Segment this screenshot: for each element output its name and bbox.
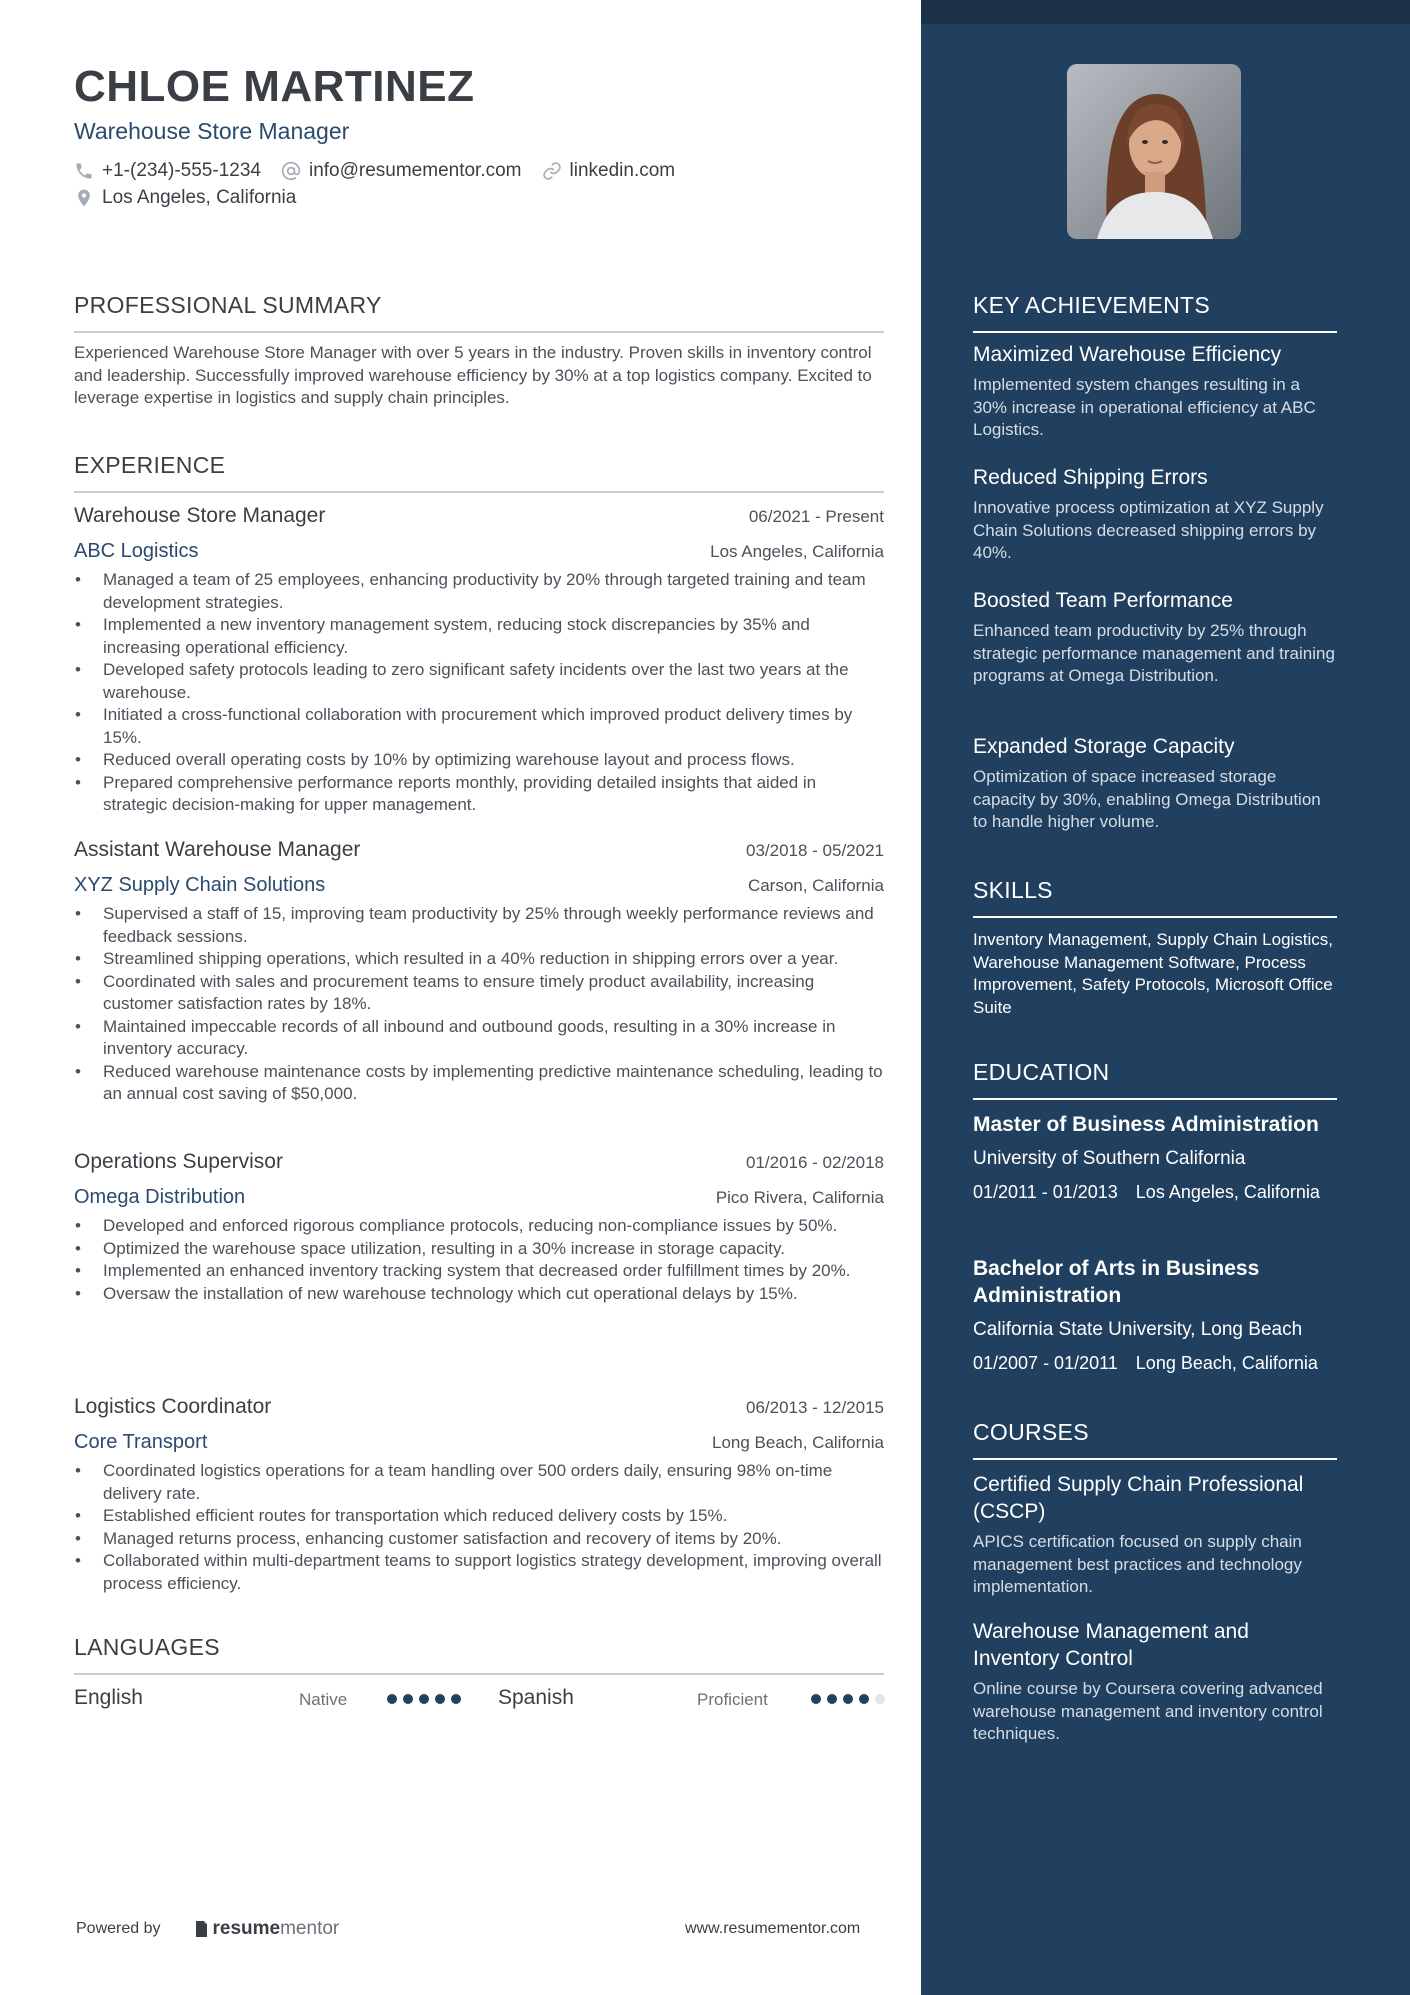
brand-logo[interactable] [193,1918,340,1940]
brand-name-bold: resume [212,1918,281,1939]
achievement-title: Reduced Shipping Errors [973,466,1208,489]
rating-dot-empty [875,1694,885,1704]
contact-location [74,187,296,209]
course-item [973,1471,1337,1599]
job-bullet: • Maintained impeccable records of all inbound and outbound goods, resulting in a 30% increase in inventory accuracy. [74,1016,884,1061]
job-bullet: • Oversaw the installation of new warehouse technology which cut operational delays by 15%. [74,1283,884,1306]
achievement-item [973,733,1337,834]
achievement-title: Boosted Team Performance [973,589,1233,612]
course-title: Warehouse Management and Inventory Control [973,1620,1249,1670]
language-rating [387,1694,467,1704]
sidebar-top-band [921,0,1410,24]
achievements-heading: KEY ACHIEVEMENTS [973,292,1337,333]
phone-icon [74,161,94,181]
rating-dot-filled [435,1694,445,1704]
brand-name-light: mentor [280,1918,340,1939]
education-dates: 01/2011 - 01/2013 [973,1182,1118,1202]
rating-dot-filled [451,1694,461,1704]
footer-powered [76,1918,339,1940]
achievement-text: Enhanced team productivity by 25% through strategic performance management and training programs at Omega Distribution. [973,621,1335,685]
job-location: Pico Rivera, California [715,1188,884,1207]
job-company: Core Transport [74,1431,208,1453]
course-title: Certified Supply Chain Professional (CSCP) [973,1473,1304,1523]
experience-heading: EXPERIENCE [74,452,884,493]
education-degree: Bachelor of Arts in Business Administration [973,1257,1260,1307]
job-bullets [74,903,884,1106]
job-entry [74,504,884,817]
job-location: Los Angeles, California [710,542,884,561]
job-entry [74,1150,884,1305]
education-school: California State University, Long Beach [973,1319,1303,1340]
job-company: XYZ Supply Chain Solutions [74,874,326,896]
linkedin-link[interactable]: linkedin.com [569,160,676,181]
contact-row [74,160,695,182]
job-bullet: • Managed a team of 25 employees, enhancing productivity by 20% through targeted training and team development strategies. [74,569,884,614]
job-role: Operations Supervisor [74,1150,283,1173]
education-school: University of Southern California [973,1148,1246,1169]
achievement-text: Implemented system changes resulting in a 30% increase in operational efficiency at ABC Logistics. [973,375,1316,439]
job-dates: 03/2018 - 05/2021 [745,841,884,860]
contact-row-location [74,187,316,209]
footer-website[interactable]: www.resumementor.com [685,1920,861,1937]
course-text: Online course by Coursera covering advanced warehouse management and inventory control techniques. [973,1679,1323,1743]
education-dates: 01/2007 - 01/2011 [973,1353,1118,1373]
job-role: Warehouse Store Manager [74,504,326,527]
course-item [973,1618,1337,1746]
job-bullet: • Developed safety protocols leading to zero significant safety incidents over the last two years at the warehouse. [74,659,884,704]
language-name: Spanish [498,1686,574,1709]
job-bullet: • Established efficient routes for transportation which reduced delivery costs by 15%. [74,1505,884,1528]
rating-dot-filled [403,1694,413,1704]
language-level: Native [299,1690,348,1709]
link-icon [542,161,562,181]
languages-heading: LANGUAGES [74,1634,884,1675]
job-bullets [74,1215,884,1305]
job-company: Omega Distribution [74,1186,246,1208]
achievement-title: Maximized Warehouse Efficiency [973,343,1282,366]
education-degree: Master of Business Administration [973,1113,1319,1136]
job-role: Logistics Coordinator [74,1395,272,1418]
rating-dot-filled [811,1694,821,1704]
job-dates: 06/2021 - Present [748,507,884,526]
location-text: Los Angeles, California [102,187,297,208]
achievement-item [973,464,1337,565]
education-location: Long Beach, California [1135,1353,1318,1373]
job-bullets [74,569,884,817]
profile-photo [1067,64,1241,239]
at-sign-icon [281,161,301,181]
job-bullet: • Reduced overall operating costs by 10% by optimizing warehouse layout and process flows. [74,749,884,772]
job-dates: 01/2016 - 02/2018 [745,1153,884,1172]
job-bullet: • Prepared comprehensive performance reports monthly, providing detailed insights that aided in strategic decision-making for upper management. [74,772,884,817]
resumementor-logo-icon [193,1919,209,1939]
rating-dot-filled [387,1694,397,1704]
skills-heading: SKILLS [973,877,1337,918]
job-bullet: • Coordinated with sales and procurement teams to ensure timely product availability, increasing customer satisfaction rates by 18%. [74,971,884,1016]
job-entry [74,838,884,1106]
phone-text: +1-(234)-555-1234 [102,160,261,181]
job-location: Carson, California [747,876,884,895]
achievement-text: Innovative process optimization at XYZ Supply Chain Solutions decreased shipping errors by 40%. [973,498,1324,562]
rating-dot-filled [419,1694,429,1704]
sidebar [921,0,1410,1995]
contact-phone [74,160,261,182]
rating-dot-filled [859,1694,869,1704]
summary-heading: PROFESSIONAL SUMMARY [74,292,884,333]
language-level: Proficient [697,1690,768,1709]
education-heading: EDUCATION [973,1059,1337,1100]
rating-dot-filled [843,1694,853,1704]
job-bullet: • Reduced warehouse maintenance costs by implementing predictive maintenance scheduling, leading to an annual cost saving of $50,000. [74,1061,884,1106]
courses-heading: COURSES [973,1419,1337,1460]
achievement-item [973,341,1337,442]
job-bullet: • Implemented a new inventory management system, reducing stock discrepancies by 35% and increasing operational efficiency. [74,614,884,659]
achievement-title: Expanded Storage Capacity [973,735,1235,758]
contact-email[interactable] [281,160,522,182]
job-bullet: • Collaborated within multi-department teams to support logistics strategy development, improving overall process efficiency. [74,1550,884,1595]
course-text: APICS certification focused on supply chain management best practices and technology implementation. [973,1532,1302,1596]
portrait-image [1067,64,1241,239]
job-role: Assistant Warehouse Manager [74,838,361,861]
languages-row [74,1686,884,1716]
job-bullet: • Initiated a cross-functional collaboration with procurement which improved product delivery times by 15%. [74,704,884,749]
job-bullet: • Implemented an enhanced inventory tracking system that decreased order fulfillment times by 20%. [74,1260,884,1283]
education-item [973,1111,1337,1203]
education-item [973,1255,1337,1374]
job-bullet: • Optimized the warehouse space utilization, resulting in a 30% increase in storage capacity. [74,1238,884,1261]
job-bullet: • Developed and enforced rigorous compliance protocols, reducing non-compliance issues by 50%. [74,1215,884,1238]
location-pin-icon [74,188,94,208]
summary-text: Experienced Warehouse Store Manager with over 5 years in the industry. Proven skills in inventory control and leadership. Successfully improved warehouse efficiency by 30% at a top logistics company. Excited to leverage expertise in logistics and supply chain principles. [74,343,872,407]
job-entry [74,1395,884,1595]
education-location: Los Angeles, California [1135,1182,1320,1202]
powered-by-text: Powered by [76,1920,161,1937]
job-bullets [74,1460,884,1595]
achievement-text: Optimization of space increased storage capacity by 30%, enabling Omega Distribution to handle higher volume. [973,767,1321,831]
candidate-name: CHLOE MARTINEZ [74,62,475,111]
language-name: English [74,1686,143,1709]
achievement-item [973,587,1337,688]
job-bullet: • Streamlined shipping operations, which resulted in a 40% reduction in shipping errors over a year. [74,948,884,971]
contact-linkedin[interactable] [542,160,676,182]
email-link[interactable]: info@resumementor.com [308,160,522,181]
skills-text: Inventory Management, Supply Chain Logistics, Warehouse Management Software, Process Improvement, Safety Protocols, Microsoft Office Suite [973,930,1334,1017]
job-bullet: • Managed returns process, enhancing customer satisfaction and recovery of items by 20%. [74,1528,884,1551]
language-rating [811,1694,891,1704]
job-location: Long Beach, California [711,1433,884,1452]
job-bullet: • Coordinated logistics operations for a team handling over 500 orders daily, ensuring 98% on-time delivery rate. [74,1460,884,1505]
job-dates: 06/2013 - 12/2015 [745,1398,884,1417]
job-company: ABC Logistics [74,540,199,562]
rating-dot-filled [827,1694,837,1704]
candidate-title: Warehouse Store Manager [74,118,350,144]
job-bullet: • Supervised a staff of 15, improving team productivity by 25% through weekly performance reviews and feedback sessions. [74,903,884,948]
